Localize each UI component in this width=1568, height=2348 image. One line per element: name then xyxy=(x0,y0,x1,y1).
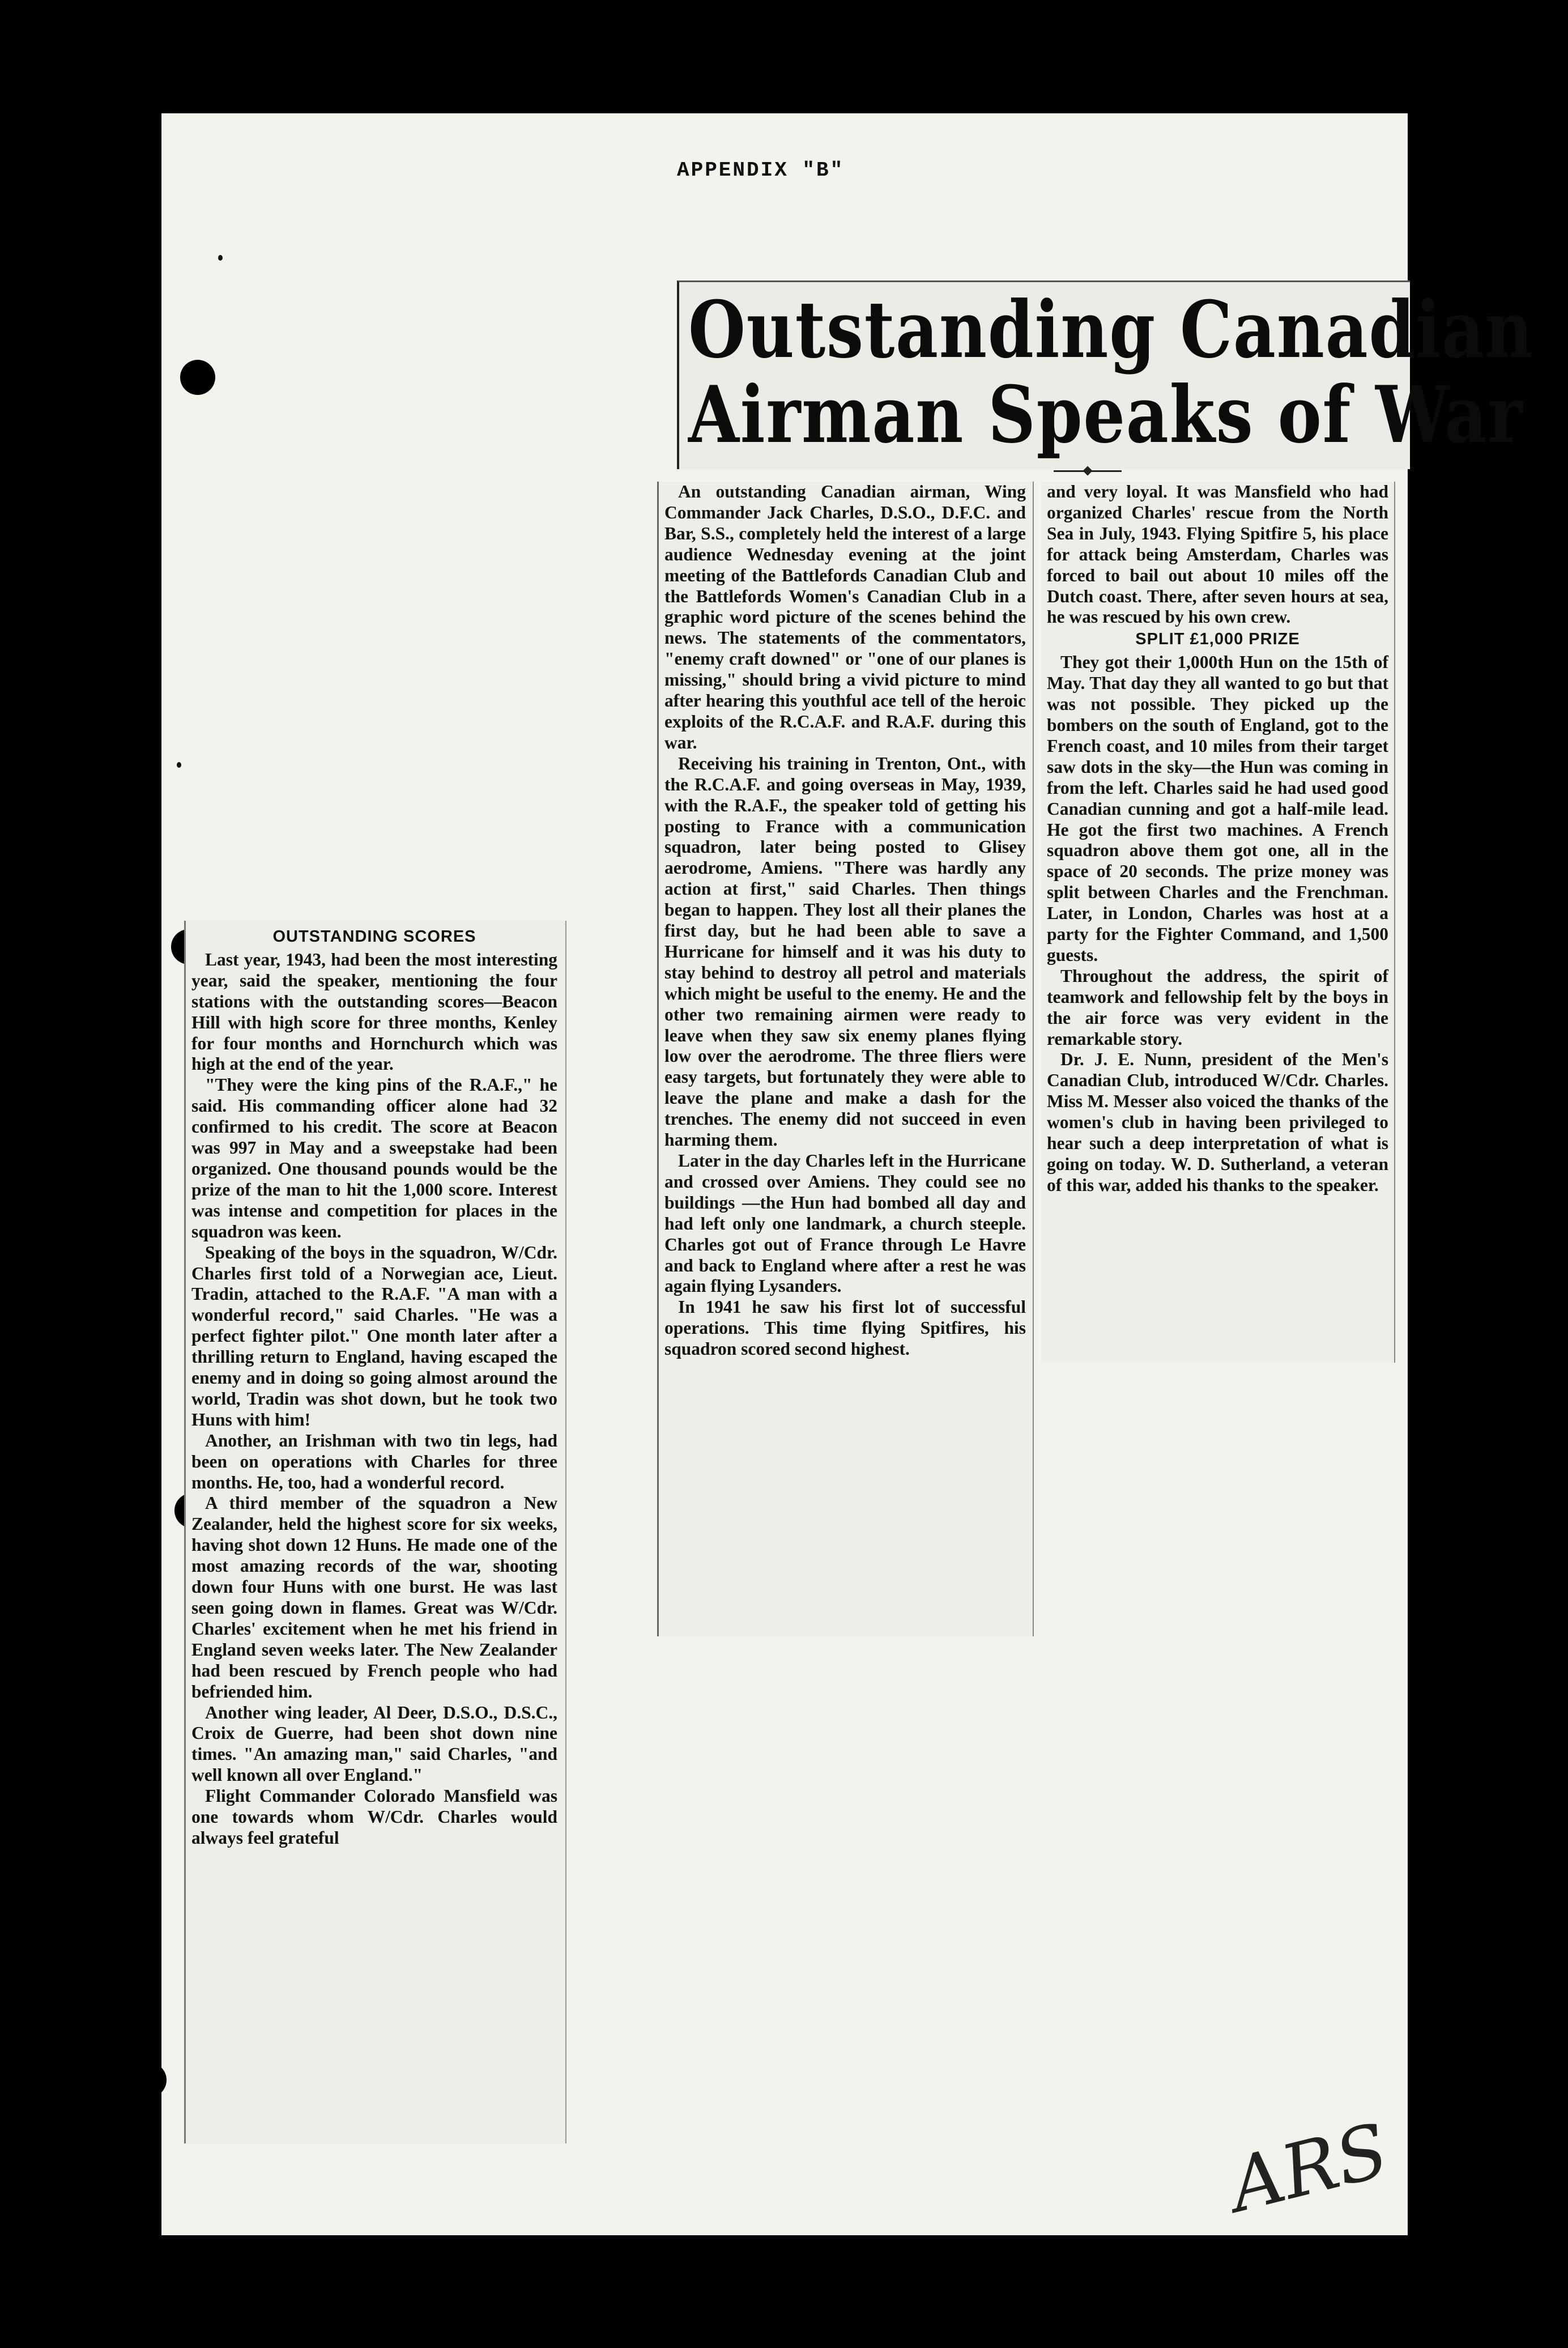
binder-hole xyxy=(180,360,215,395)
paragraph: A third member of the squadron a New Zealander, held the highest score for six weeks, having shot down 12 Huns. He made one of the most amazing records of the war, shooting down four Huns with one burst. He was last seen going down in flames. Great was W/Cdr. Charles' excitement when he met his friend in England seven weeks later. The New Zealander had been rescued by French people who had befriended him. xyxy=(191,1493,557,1702)
paragraph: "They were the king pins of the R.A.F.," he said. His commanding officer alone had 32 confirmed to his credit. The score at Beacon was 997 in May and a sweepstake had been organized. One thousand pounds would be the prize of the man to hit the 1,000 score. Interest was intense and competition for places in the squadron was keen. xyxy=(191,1075,557,1241)
paragraph: They got their 1,000th Hun on the 15th of May. That day they all wanted to go but that was not possible. They picked up the bombers on the south of England, got to the French coast, and 10 miles from their target saw dots in the sky—the Hun was coming in from the left. Charles said he had used good Canadian cunning and got a half-mile lead. He got the first two machines. A French squadron above them got one, all in the space of 20 seconds. The prize money was split between Charles and the Frenchman. Later, in London, Charles was host at a party for the Fighter Command, and 1,500 guests. xyxy=(1047,652,1388,965)
paragraph: Last year, 1943, had been the most interesting year, said the speaker, mentioning the four stations with the outstanding scores—Beacon Hill with high score for three months, Kenley for four months and Hornchurch which was high at the end of the year. xyxy=(191,949,557,1074)
paper-speck xyxy=(218,255,223,261)
paragraph: and very loyal. It was Mansfield who had organized Charles' rescue from the North Sea in July, 1943. Flying Spitfire 5, his place for attack being Amsterdam, Charles was forced to bail out about 10 miles off the Dutch coast. There, after seven hours at sea, he was rescued by his own crew. xyxy=(1047,482,1388,627)
binder-hole xyxy=(131,2062,167,2098)
subhead-split-prize: SPLIT £1,000 PRIZE xyxy=(1135,630,1300,649)
paragraph: Dr. J. E. Nunn, president of the Men's Canadian Club, introduced W/Cdr. Charles. Miss M. Messer also voiced the thanks of the women's club in having been privileged to hear such a deep interpretation of what is going on today. W. D. Sutherland, a veteran of this war, added his thanks to the speaker. xyxy=(1047,1049,1388,1195)
paragraph: Another wing leader, Al Deer, D.S.O., D.S.C., Croix de Guerre, had been shot down nine times. "An amazing man," said Charles, "and well known all over England." xyxy=(191,1702,557,1785)
subhead-outstanding-scores: OUTSTANDING SCORES xyxy=(272,928,476,946)
article-column-right xyxy=(1041,482,1395,1363)
headline-line-1: Outstanding Canadian xyxy=(688,283,1534,376)
paragraph: Flight Commander Colorado Mansfield was one towards whom W/Cdr. Charles would always feel grateful xyxy=(191,1786,557,1848)
paper-speck xyxy=(177,762,181,768)
headline-line-2: Airman Speaks of War xyxy=(688,368,1524,461)
paragraph: Later in the day Charles left in the Hurricane and crossed over Amiens. They could see no buildings —the Hun had bombed all day and had left only one landmark, a church steeple. Charles got out of France through Le Havre and back to England where after a rest he was again flying Lysanders. xyxy=(664,1151,1026,1296)
appendix-label: APPENDIX "B" xyxy=(677,159,845,182)
paragraph: In 1941 he saw his first lot of successful operations. This time flying Spitfires, his squadron scored second highest. xyxy=(664,1297,1026,1359)
article-column-left xyxy=(184,921,566,2143)
handwritten-initials: ARS xyxy=(1221,2107,1397,2229)
article-column-middle xyxy=(657,482,1034,1636)
paragraph: An outstanding Canadian airman, Wing Commander Jack Charles, D.S.O., D.F.C. and Bar, S.S., completely held the interest of a large audience Wednesday evening at the joint meeting of the Battlefords Canadian Club and the Battlefords Women's Canadian Club in a graphic word picture of the scenes behind the news. The statements of the commentators, "enemy craft downed" or "one of our planes is missing," should bring a vivid picture to mind after hearing this youthful ace tell of the heroic exploits of the R.C.A.F. and R.A.F. during this war. xyxy=(664,482,1026,752)
paragraph: Another, an Irishman with two tin legs, had been on operations with Charles for three months. He, too, had a wonderful record. xyxy=(191,1430,557,1492)
paragraph: Throughout the address, the spirit of teamwork and fellowship felt by the boys in the air force was very evident in the remarkable story. xyxy=(1047,965,1388,1049)
paragraph: Receiving his training in Trenton, Ont., with the R.C.A.F. and going overseas in May, 1939, with the R.A.F., the speaker told of getting his posting to France with a communication squadron, later being posted to Glisey aerodrome, Amiens. "There was hardly any action at first," said Charles. Then things began to happen. They lost all their planes the first day, but he had been able to save a Hurricane for himself and it was his duty to stay behind to destroy all petrol and materials which might be useful to the enemy. He and the other two remaining airmen were ready to leave when they saw six enemy planes flying low over the aerodrome. The three fliers were easy targets, but fortunately they were able to leave the plane and make a dash for the trenches. The enemy did not succeed in even harming them. xyxy=(664,753,1026,1150)
paragraph: Speaking of the boys in the squadron, W/Cdr. Charles first told of a Norwegian ace, Lieut. Tradin, attached to the R.A.F. "A man with a wonderful record," said Charles. "He was a perfect fighter pilot." One month later after a thrilling return to England, having escaped the enemy and in doing so going almost around the world, Tradin was shot down, but he took two Huns with him! xyxy=(191,1242,557,1430)
